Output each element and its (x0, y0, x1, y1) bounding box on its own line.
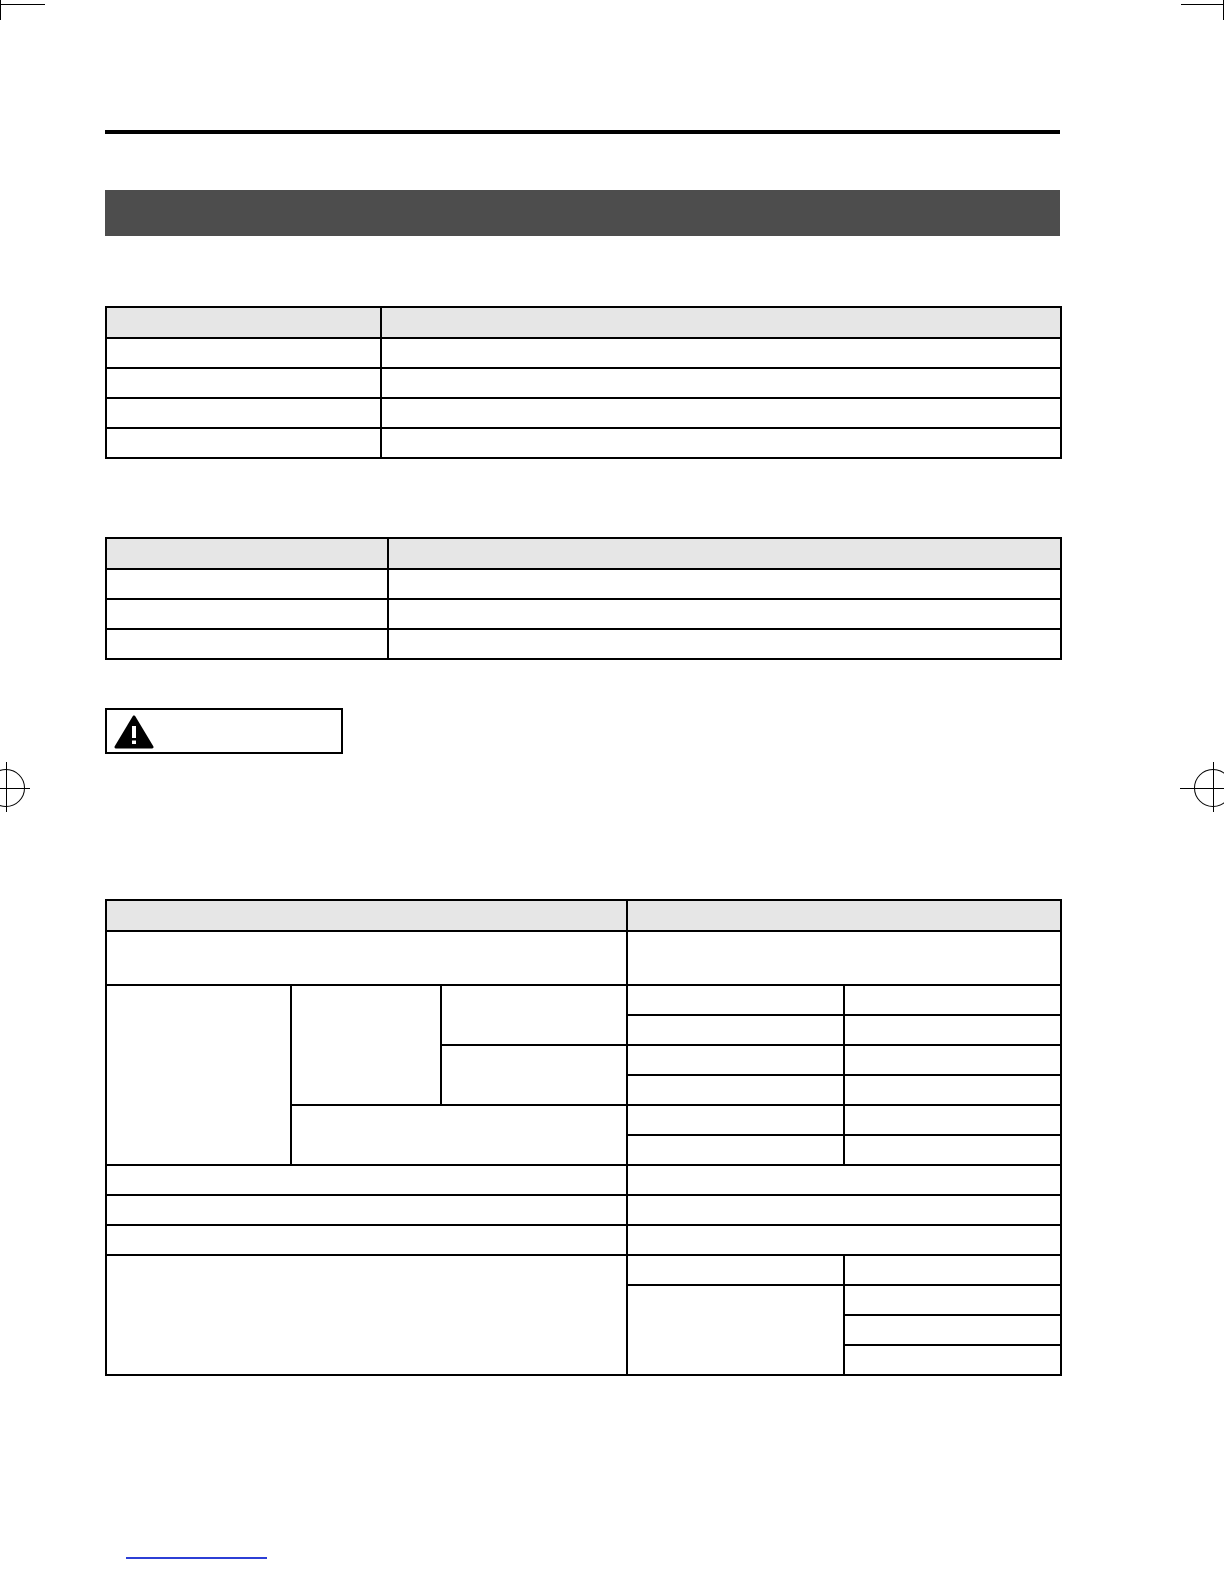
table-header-row (106, 538, 1061, 569)
table-cell (844, 1015, 1061, 1045)
table-row (106, 398, 1061, 428)
table-row (106, 629, 1061, 659)
table-cell (627, 1285, 844, 1375)
registration-mark (0, 769, 25, 807)
table-cell (627, 931, 1061, 985)
spec-table-3 (105, 899, 1062, 1376)
warning-box (105, 708, 343, 754)
table-row (106, 1195, 1061, 1225)
table-cell (844, 985, 1061, 1015)
table-cell (627, 1105, 844, 1135)
table-cell (106, 599, 388, 629)
table-row (106, 599, 1061, 629)
footer-link-underline[interactable] (126, 1557, 267, 1559)
table-row (106, 1255, 1061, 1285)
table-cell (627, 1135, 844, 1165)
table-cell (844, 1135, 1061, 1165)
table-cell (627, 1045, 844, 1075)
table-cell (291, 985, 441, 1105)
spec-table-1 (105, 306, 1062, 459)
table-header-cell (106, 900, 627, 931)
table-cell (106, 1195, 627, 1225)
table-cell (441, 1045, 627, 1105)
table-row (106, 569, 1061, 599)
table-cell (627, 1195, 1061, 1225)
table-cell (844, 1315, 1061, 1345)
table-cell (381, 368, 1061, 398)
table-row (106, 1225, 1061, 1255)
table-row (106, 368, 1061, 398)
table-header-cell (106, 538, 388, 569)
table-cell (844, 1075, 1061, 1105)
table-cell (106, 368, 381, 398)
table-cell (388, 599, 1061, 629)
table-cell (627, 1075, 844, 1105)
table-header-cell (106, 307, 381, 338)
table-cell (627, 1255, 844, 1285)
table-cell (106, 398, 381, 428)
table-row (106, 985, 1061, 1015)
table-cell (844, 1045, 1061, 1075)
table-cell (106, 1255, 627, 1375)
table-cell (627, 1165, 1061, 1195)
table-cell (106, 1225, 627, 1255)
table-header-cell (381, 307, 1061, 338)
table-cell (106, 629, 388, 659)
table-cell (291, 1105, 627, 1165)
table-header-cell (388, 538, 1061, 569)
table-header-row (106, 307, 1061, 338)
table-header-cell (627, 900, 1061, 931)
table-row (106, 931, 1061, 985)
table-cell (381, 398, 1061, 428)
table-cell (106, 338, 381, 368)
table-cell (627, 985, 844, 1015)
table-cell (381, 338, 1061, 368)
section-heading-bar (105, 190, 1060, 236)
table-cell (106, 985, 291, 1165)
table-cell (106, 428, 381, 458)
table-cell (381, 428, 1061, 458)
table-row (106, 428, 1061, 458)
spec-table-2 (105, 537, 1062, 660)
crop-mark (0, 0, 1, 20)
warning-triangle-icon (114, 715, 154, 749)
table-cell (627, 1225, 1061, 1255)
crop-mark (0, 4, 45, 5)
table-cell (106, 1165, 627, 1195)
header-rule (105, 130, 1060, 134)
registration-mark (1194, 769, 1224, 807)
table-header-row (106, 900, 1061, 931)
table-cell (627, 1015, 844, 1045)
table-row (106, 1165, 1061, 1195)
table-row (106, 338, 1061, 368)
table-cell (106, 931, 627, 985)
table-cell (844, 1105, 1061, 1135)
table-cell (844, 1285, 1061, 1315)
table-cell (844, 1345, 1061, 1375)
table-cell (844, 1255, 1061, 1285)
table-cell (441, 985, 627, 1045)
table-cell (106, 569, 388, 599)
table-cell (388, 569, 1061, 599)
table-cell (388, 629, 1061, 659)
crop-mark (1181, 4, 1224, 5)
